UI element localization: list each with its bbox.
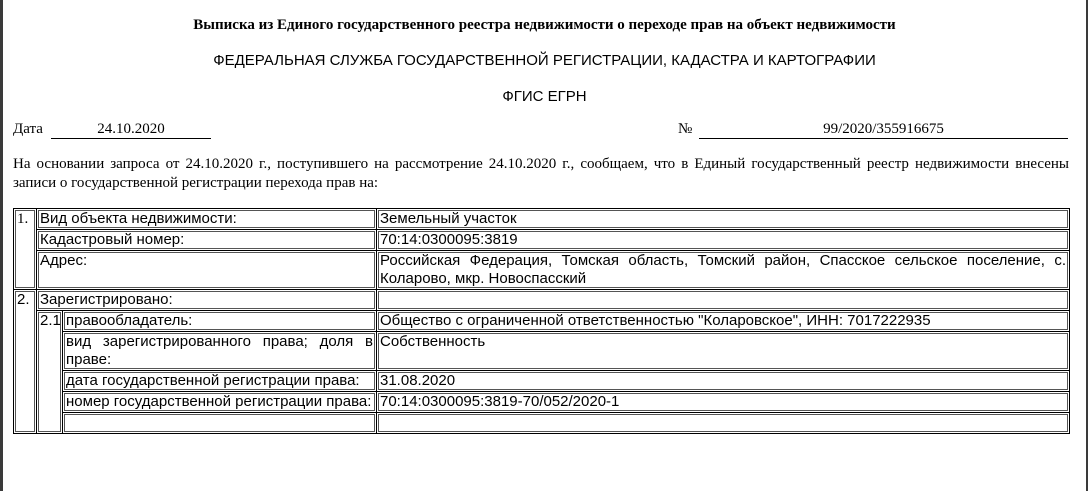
table-row xyxy=(14,371,1070,392)
holder-value: Общество с ограниченной ответственностью "Коларовское", ИНН: 7017222935 xyxy=(377,311,1070,332)
row-number: 2. xyxy=(14,290,37,434)
date-value: 24.10.2020 xyxy=(51,121,211,139)
address-value: Российская Федерация, Томская область, Томский район, Спасское сельское поселение, с. Коларово, мкр. Новоспасский xyxy=(377,251,1070,290)
table-row xyxy=(14,392,1070,413)
registration-number-label: номер государственной регистрации права: xyxy=(63,392,377,413)
right-type-value: Собственность xyxy=(377,332,1070,371)
document-page xyxy=(3,0,1086,491)
empty-cell xyxy=(377,413,1070,434)
object-type-label: Вид объекта недвижимости: xyxy=(37,209,377,230)
object-type-value: Земельный участок xyxy=(377,209,1070,230)
number-label: № xyxy=(678,121,693,137)
empty-cell xyxy=(63,413,377,434)
system-name: ФГИС ЕГРН xyxy=(502,88,587,105)
right-type-label: вид зарегистрированного права; доля в праве: xyxy=(63,332,377,371)
table-row xyxy=(14,230,1070,251)
cadastral-number-value: 70:14:0300095:3819 xyxy=(377,230,1070,251)
table-row xyxy=(14,251,1070,290)
table-row xyxy=(14,332,1070,371)
registration-number-value: 70:14:0300095:3819-70/052/2020-1 xyxy=(377,392,1070,413)
registered-value xyxy=(377,290,1070,311)
holder-label: правообладатель: xyxy=(63,311,377,332)
date-label: Дата xyxy=(13,121,43,137)
address-label: Адрес: xyxy=(37,251,377,290)
intro-paragraph: На основании запроса от 24.10.2020 г., поступившего на рассмотрение 24.10.2020 г., сообщаем, что в Единый государственный реестр недвижимости внесены записи о государственной регистрации перехода прав на: xyxy=(13,156,1069,191)
subrow-number: 2.1 xyxy=(37,311,63,434)
table-row xyxy=(14,413,1070,434)
registration-date-value: 31.08.2020 xyxy=(377,371,1070,392)
cadastral-number-label: Кадастровый номер: xyxy=(37,230,377,251)
document-title: Выписка из Единого государственного реестра недвижимости о переходе прав на объект недвижимости xyxy=(193,17,896,33)
row-number: 1. xyxy=(14,209,37,290)
records-table xyxy=(13,208,1070,434)
number-value: 99/2020/355916675 xyxy=(699,121,1068,139)
table-row xyxy=(14,290,1070,311)
table-row xyxy=(14,209,1070,230)
agency-name: ФЕДЕРАЛЬНАЯ СЛУЖБА ГОСУДАРСТВЕННОЙ РЕГИСТРАЦИИ, КАДАСТРА И КАРТОГРАФИИ xyxy=(213,52,876,69)
registered-label: Зарегистрировано: xyxy=(37,290,377,311)
registration-date-label: дата государственной регистрации права: xyxy=(63,371,377,392)
table-row xyxy=(14,311,1070,332)
